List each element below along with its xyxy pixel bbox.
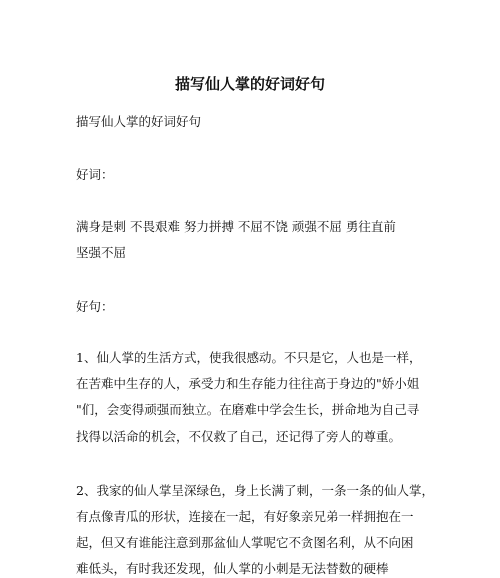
paragraph-1-line: 1、仙人掌的生活方式，使我很感动。不只是它，人也是一样， bbox=[76, 350, 422, 365]
paragraph-2-line: 难低头，有时我还发现，仙人掌的小刺是无法替数的硬棒 bbox=[76, 561, 389, 576]
paragraph-1-line: 在苦难中生存的人，承受力和生存能力往往高于身边的"娇小姐 bbox=[76, 376, 420, 391]
good-words-line: 坚强不屈 bbox=[76, 245, 127, 260]
good-words-line: 满身是刺 不畏艰难 努力拼搏 不屈不饶 顽强不屈 勇往直前 bbox=[76, 219, 396, 234]
good-sentences-heading: 好句： bbox=[76, 299, 114, 314]
paragraph-1-line: 找得以活命的机会，不仅救了自己，还记得了旁人的尊重。 bbox=[76, 429, 402, 444]
paragraph-2-line: 有点像青瓜的形状，连接在一起，有好象亲兄弟一样拥抱在一 bbox=[76, 509, 414, 524]
paragraph-2-line: 2、我家的仙人掌呈深绿色，身上长满了刺，一条一条的仙人掌， bbox=[76, 483, 434, 498]
paragraph-1-line: "们，会变得顽强而独立。在磨难中学会生长，拼命地为自己寻 bbox=[76, 402, 420, 417]
document-subtitle: 描写仙人掌的好词好句 bbox=[76, 114, 202, 129]
good-words-heading: 好词： bbox=[76, 167, 114, 182]
paragraph-2-line: 起，但又有谁能注意到那盆仙人掌呢它不贪图名利，从不向困 bbox=[76, 535, 414, 550]
document-title: 描写仙人掌的好词好句 bbox=[174, 75, 325, 93]
